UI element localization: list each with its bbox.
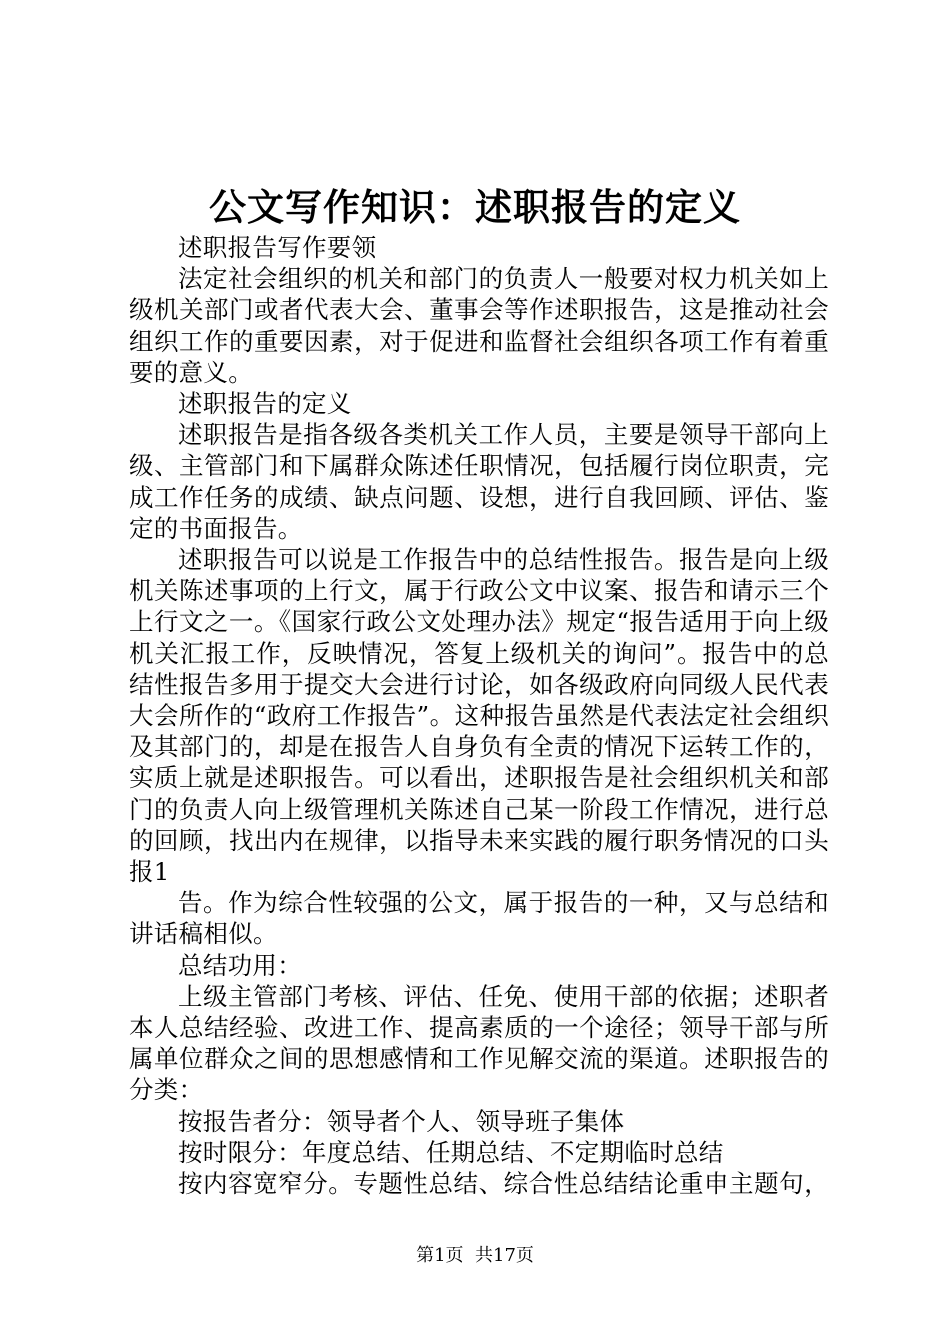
section-heading-definition: 述职报告的定义 — [178, 389, 352, 419]
paragraph-continuation: 告。作为综合性较强的公文，属于报告的一种，又与总结和讲话稿相似。 — [129, 888, 829, 949]
list-item-by-content: 按内容宽窄分。专题性总结、综合性总结结论重申主题句， — [178, 1169, 829, 1199]
section-heading-writing-essentials: 述职报告写作要领 — [178, 233, 377, 262]
list-item-by-reporter: 按报告者分：领导者个人、领导班子集体 — [178, 1106, 625, 1136]
page-number-label: 第1页 共17页 — [416, 1245, 534, 1266]
document-body — [129, 232, 829, 1199]
list-item-by-period: 按时限分：年度总结、任期总结、不定期临时总结 — [178, 1137, 724, 1167]
paragraph-function: 上级主管部门考核、评估、任免、使用干部的依据；述职者本人总结经验、改进工作、提高素质的一个途径；领导干部与所属单位群众之间的思想感情和工作见解交流的渠道。述职报告的分类： — [129, 981, 829, 1105]
page-footer — [0, 1244, 950, 1268]
paragraph-summary-report: 述职报告可以说是工作报告中的总结性报告。报告是向上级机关陈述事项的上行文，属于行政公文中议案、报告和请示三个上行文之一。《国家行政公文处理办法》规定“报告适用于向上级机关汇报工作，反映情况，答复上级机关的询问”。报告中的总结性报告多用于提交大会进行讨论，如各级政府向同级人民代表大会所作的“政府工作报告”。这种报告虽然是代表法定社会组织及其部门的，却是在报告人自身负有全责的情况下运转工作的，实质上就是述职报告。可以看出，述职报告是社会组织机关和部门的负责人向上级管理机关陈述自己某一阶段工作情况，进行总的回顾，找出内在规律，以指导未来实践的履行职务情况的口头报1 — [129, 545, 830, 887]
document-title: 公文写作知识：述职报告的定义 — [209, 185, 741, 229]
section-heading-function: 总结功用： — [178, 950, 302, 980]
paragraph-definition: 述职报告是指各级各类机关工作人员，主要是领导干部向上级、主管部门和下属群众陈述任职情况，包括履行岗位职责，完成工作任务的成绩、缺点问题、设想，进行自我回顾、评估、鉴定的书面报告。 — [129, 420, 829, 543]
paragraph-intro: 法定社会组织的机关和部门的负责人一般要对权力机关如上级机关部门或者代表大会、董事会等作述职报告，这是推动社会组织工作的重要因素，对于促进和监督社会组织各项工作有着重要的意义。 — [129, 264, 829, 387]
